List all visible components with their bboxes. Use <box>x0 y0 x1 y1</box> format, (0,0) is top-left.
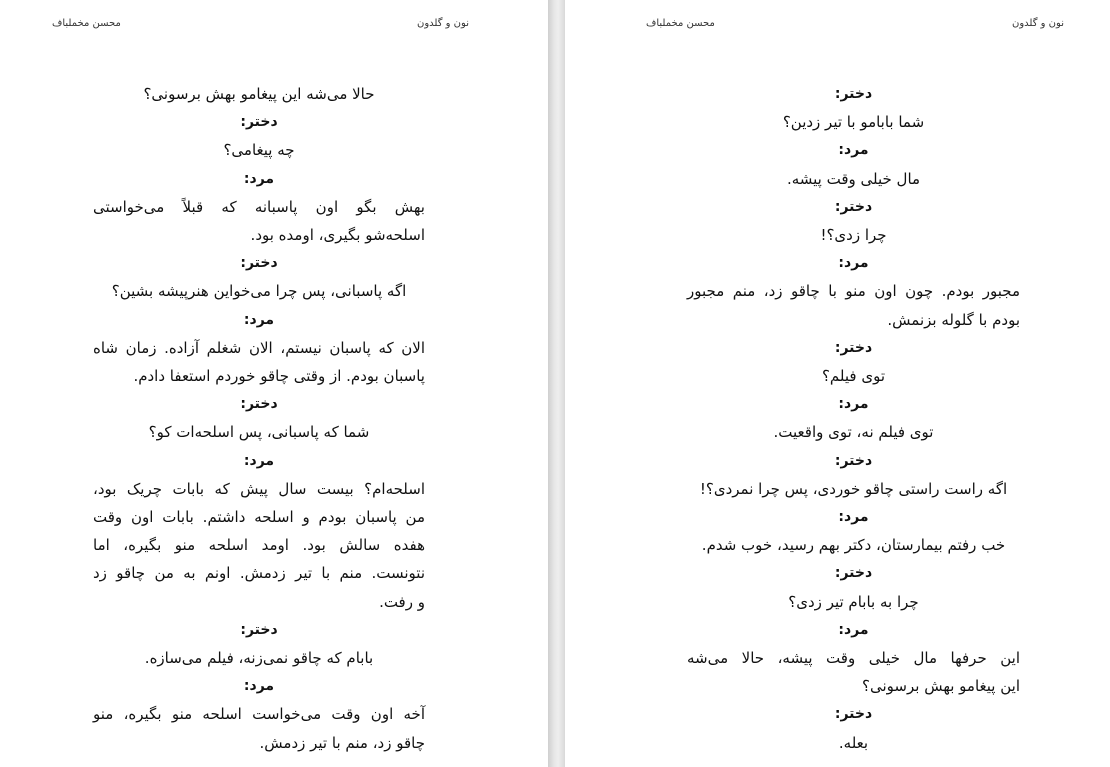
speaker-label: مرد: <box>838 396 869 413</box>
dialogue-line: اگه پاسبانی، پس چرا می‌خواین هنرپیشه بشین؟ <box>111 282 407 301</box>
dialogue-line: شما که پاسبانی، پس اسلحه‌ات کو؟ <box>148 423 370 442</box>
speaker-label: دختر: <box>240 255 278 272</box>
speaker-label: دختر: <box>834 565 873 582</box>
speaker-label: دختر: <box>834 706 873 723</box>
dialogue-line: چه پیغامی؟ <box>223 141 295 160</box>
speaker-label: دختر: <box>240 621 278 638</box>
running-header-author: محسن مخملباف <box>646 18 715 29</box>
dialogue-line: بابام که چاقو نمی‌زنه، فیلم می‌سازه. <box>144 649 374 668</box>
dialogue-line: اگه راست راستی چاقو خوردی، پس چرا نمردی؟! <box>699 479 1008 498</box>
speaker-label: دختر: <box>240 396 278 413</box>
speaker-label: مرد: <box>838 142 869 159</box>
speaker-label: مرد: <box>838 255 869 272</box>
speaker-label: دختر: <box>834 339 873 356</box>
dialogue-line: چرا زدی؟! <box>820 226 887 245</box>
speaker-label: دختر: <box>834 198 873 215</box>
dialogue-line: بودم با گلوله بزنمش. <box>887 310 1020 329</box>
dialogue-line: شما بابامو با تیر زدین؟ <box>782 113 925 132</box>
speaker-label: مرد: <box>243 311 275 328</box>
speaker-label: مرد: <box>838 509 869 526</box>
speaker-label: مرد: <box>838 621 869 638</box>
dialogue-line: توی فیلم نه، توی واقعیت. <box>773 423 934 442</box>
dialogue-line: بهش بگو اون پاسبانه که قبلاً می‌خواستی <box>93 197 425 216</box>
speaker-label: مرد: <box>243 678 275 695</box>
right-page <box>565 0 1110 767</box>
speaker-label: مرد: <box>243 170 275 187</box>
dialogue-line: چاقو زد، منم با تیر زدمش. <box>259 733 425 752</box>
running-header-book-title: نون و گلدون <box>1012 18 1064 29</box>
dialogue-line: چرا به بابام تیر زدی؟ <box>788 592 919 611</box>
dialogue-line: حالا می‌شه این پیغامو بهش برسونی؟ <box>143 85 375 103</box>
dialogue-line: خب رفتم بیمارستان، دکتر بهم رسید، خوب شدم. <box>701 536 1006 555</box>
dialogue-line: پاسبان بودم. از وقتی چاقو خوردم استعفا دادم. <box>133 367 425 386</box>
dialogue-line: مجبور بودم. چون اون منو با چاقو زد، منم مجبور <box>687 282 1020 301</box>
dialogue-line: اسلحه‌شو بگیری، اومده بود. <box>250 226 425 245</box>
dialogue-line: آخه اون وقت می‌خواست اسلحه منو بگیره، منو <box>93 705 425 724</box>
speaker-label: دختر: <box>834 86 873 102</box>
speaker-label: دختر: <box>834 452 873 469</box>
dialogue-line: مال خیلی وقت پیشه. <box>786 169 921 188</box>
speaker-label: مرد: <box>243 452 275 469</box>
left-page <box>0 0 548 767</box>
dialogue-line: بعله. <box>838 733 869 752</box>
page-text-body <box>93 80 425 757</box>
page-gutter <box>548 0 565 767</box>
dialogue-line: هفده سالش بود. اومد اسلحه منو بگیره، اما <box>93 536 425 555</box>
dialogue-line: توی فیلم؟ <box>821 367 886 386</box>
page-text-body <box>687 80 1020 757</box>
dialogue-line: این حرفها مال خیلی وقت پیشه، حالا می‌شه <box>687 649 1020 668</box>
dialogue-line: اسلحه‌ام؟ بیست سال پیش که بابات چریک بود، <box>93 479 425 498</box>
dialogue-line: من پاسبان بودم و اسلحه داشتم. بابات اون وقت <box>93 508 425 527</box>
dialogue-line: این پیغامو بهش برسونی؟ <box>862 677 1020 696</box>
dialogue-line: و رفت. <box>379 592 425 611</box>
running-header-author: محسن مخملباف <box>52 18 121 29</box>
dialogue-line: الان که پاسبان نیستم، الان شغلم آزاده. زمان شاه <box>93 338 425 357</box>
dialogue-line: نتونست. منم با تیر زدمش. اونم به من چاقو زد <box>93 564 425 583</box>
speaker-label: دختر: <box>240 114 278 131</box>
running-header-book-title: نون و گلدون <box>417 18 469 29</box>
